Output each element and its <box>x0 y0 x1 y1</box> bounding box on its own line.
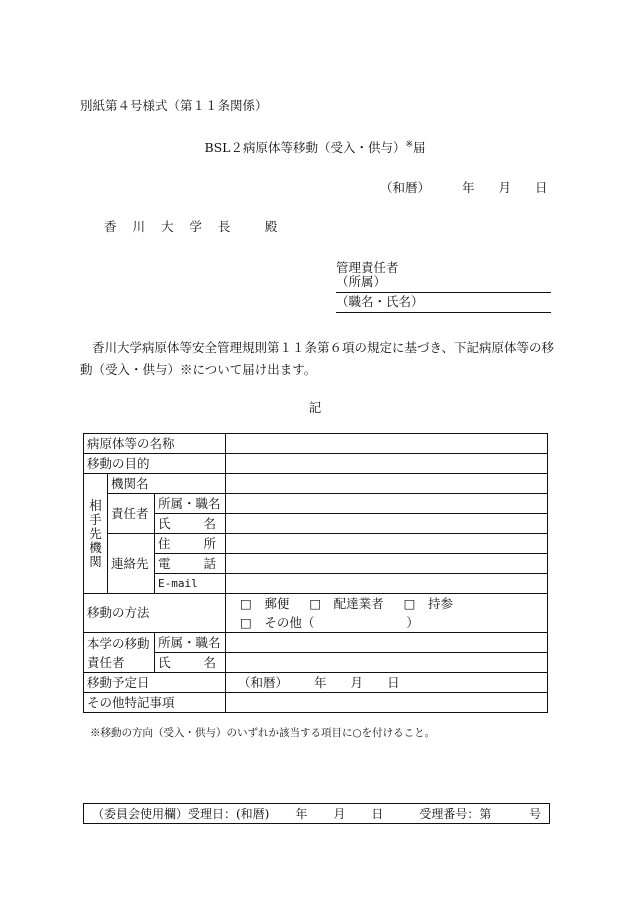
method-mail[interactable]: □ 郵便 <box>240 596 290 611</box>
manager-label: 管理責任者 <box>336 260 399 275</box>
purpose-label: 移動の目的 <box>84 454 226 474</box>
aff-pos-label: 所属・職名 <box>155 494 226 514</box>
name-label-b: 名 <box>203 515 216 531</box>
phone-field[interactable] <box>226 554 548 574</box>
contact-label: 連絡先 <box>108 534 155 594</box>
email-label: E-mail <box>155 574 226 594</box>
date-month: 月 <box>498 180 512 195</box>
office-number-label: 受理番号：第 <box>419 807 492 821</box>
form-id: 別紙第４号様式（第１１条関係） <box>80 98 268 113</box>
address-label-b: 所 <box>203 535 216 551</box>
our-name-label <box>155 653 226 673</box>
table-row <box>84 693 548 713</box>
method-bring[interactable]: □ 持参 <box>403 596 453 611</box>
our-resp-line1: 本学の移動 <box>87 635 150 651</box>
position-name-label: （職名・氏名） <box>336 294 424 309</box>
method-other-close: ） <box>406 615 419 630</box>
sched-era: （和暦） <box>238 674 289 690</box>
our-aff-pos-field[interactable] <box>226 633 548 653</box>
sched-day: 日 <box>387 674 400 690</box>
table-row <box>84 494 548 514</box>
sched-month: 月 <box>350 674 364 690</box>
date-year: 年 <box>462 180 475 195</box>
partner-name-field[interactable] <box>226 514 548 534</box>
partner-char: 先 <box>89 525 102 541</box>
body-text: 香川大学病原体等安全管理規則第１１条第６項の規定に基づき、下記病原体等の移動（受入・供与）※について届け出ます。 <box>80 340 555 377</box>
method-options <box>226 594 548 633</box>
table-row <box>84 434 548 454</box>
office-month: 月 <box>333 807 346 821</box>
other-notes-label: その他特記事項 <box>84 693 226 713</box>
our-name-a: 氏 <box>158 654 171 670</box>
page-title <box>0 138 630 156</box>
affiliation-label: （所属） <box>336 274 387 289</box>
institution-label: 機関名 <box>108 474 226 494</box>
footnote: ※移動の方向（受入・供与）のいずれか該当する項目に○を付けること。 <box>90 727 436 739</box>
addressee: 香 川 大 学 長 殿 <box>104 219 284 234</box>
table-row <box>84 474 548 494</box>
address-label <box>155 534 226 554</box>
title-text: BSL２病原体等移動（受入・供与） <box>204 140 406 155</box>
partner-char: 機 <box>89 539 102 555</box>
scheduled-date-field[interactable] <box>226 673 548 693</box>
office-number-suffix: 号 <box>528 807 541 821</box>
method-other[interactable]: □ その他（ <box>240 615 315 630</box>
table-row <box>84 534 548 554</box>
office-day: 日 <box>371 807 384 821</box>
title-suffix: 届 <box>413 140 426 155</box>
ki-heading: 記 <box>308 400 322 415</box>
position-name-line <box>336 292 551 313</box>
email-field[interactable] <box>226 574 548 594</box>
pathogen-name-field[interactable] <box>226 434 548 454</box>
table-row <box>84 633 548 653</box>
office-year: 年 <box>295 807 308 821</box>
table-row <box>84 594 548 633</box>
pathogen-name-label: 病原体等の名称 <box>84 434 226 454</box>
scheduled-label: 移動予定日 <box>84 673 226 693</box>
table-row <box>84 454 548 474</box>
affiliation-line <box>336 272 551 293</box>
phone-label <box>155 554 226 574</box>
notification-table <box>83 433 548 713</box>
submission-date <box>380 178 548 196</box>
sched-year: 年 <box>314 674 327 690</box>
partner-char: 相 <box>89 497 102 513</box>
partner-char: 関 <box>89 553 102 569</box>
title-mark: ※ <box>405 139 414 150</box>
our-name-b: 名 <box>203 654 216 670</box>
committee-box <box>83 803 550 824</box>
our-responsible-label <box>84 633 155 673</box>
our-aff-pos-label: 所属・職名 <box>155 633 226 653</box>
purpose-field[interactable] <box>226 454 548 474</box>
responsible-label: 責任者 <box>108 494 155 534</box>
table-row <box>84 673 548 693</box>
partner-aff-pos-field[interactable] <box>226 494 548 514</box>
address-label-a: 住 <box>158 535 171 551</box>
partner-char: 手 <box>89 511 102 527</box>
date-era: （和暦） <box>380 180 431 195</box>
name-label <box>155 514 226 534</box>
method-label: 移動の方法 <box>84 594 226 633</box>
our-resp-line2: 責任者 <box>87 654 125 670</box>
office-label: （委員会使用欄）受理日：(和暦) <box>92 807 270 821</box>
method-courier[interactable]: □ 配達業者 <box>309 596 384 611</box>
partner-label <box>84 474 108 594</box>
our-name-field[interactable] <box>226 653 548 673</box>
date-day: 日 <box>535 180 548 195</box>
phone-label-a: 電 <box>158 555 171 571</box>
address-field[interactable] <box>226 534 548 554</box>
other-notes-field[interactable] <box>226 693 548 713</box>
phone-label-b: 話 <box>203 555 216 571</box>
name-label-a: 氏 <box>158 515 171 531</box>
institution-field[interactable] <box>226 474 548 494</box>
